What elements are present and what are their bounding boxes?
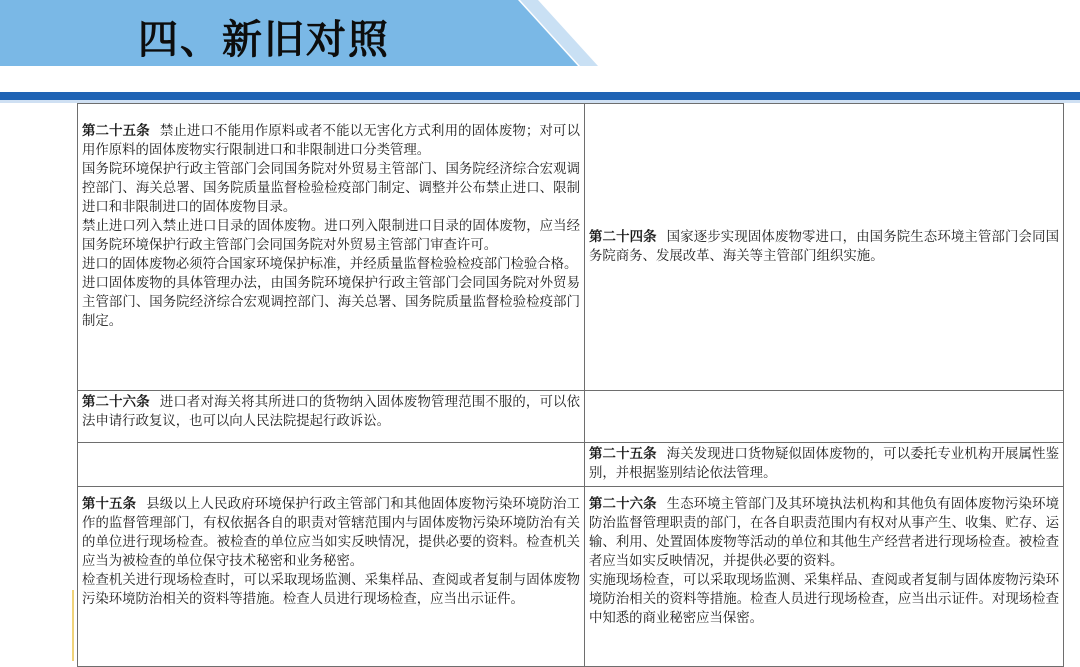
article-text: 海关发现进口货物疑似固体废物的，可以委托专业机构开展属性鉴别，并根据鉴别结论依法管理。 — [589, 447, 1060, 481]
page-title: 四、新旧对照 — [138, 17, 390, 63]
new-law-cell — [585, 104, 1064, 391]
article-text: 进口者对海关将其所进口的货物纳入固体废物管理范围不服的，可以依法申请行政复议，也可以向人民法院提起行政诉讼。 — [82, 395, 581, 429]
table-row — [78, 391, 1064, 443]
article-number: 第二十六条 — [589, 496, 657, 512]
article-text: 实施现场检查，可以采取现场监测、采集样品、查阅或者复制与固体废物污染环境防治相关的资料等措施。检查人员进行现场检查，应当出示证件。对现场检查中知悉的商业秘密应当保密。 — [589, 573, 1059, 626]
margin-accent — [72, 590, 74, 661]
article-text: 禁止进口列入禁止进口目录的固体废物。进口列入限制进口目录的固体废物，应当经国务院环境保护行政主管部门会同国务院对外贸易主管部门审查许可。 — [82, 219, 580, 253]
article-text: 进口的固体废物必须符合国家环境保护标准，并经质量监督检验检疫部门检验合格。 — [82, 257, 578, 272]
article-number: 第十五条 — [82, 496, 137, 512]
article-text: 国家逐步实现固体废物零进口，由国务院生态环境主管部门会同国务院商务、发展改革、海关等主管部门组织实施。 — [589, 229, 1060, 264]
article-text: 进口固体废物的具体管理办法，由国务院环境保护行政主管部门会同国务院对外贸易主管部门、国务院经济综合宏观调控部门、海关总署、国务院质量监督检验检疫部门制定。 — [82, 276, 580, 329]
comparison-table — [77, 103, 1064, 667]
article-text: 国务院环境保护行政主管部门会同国务院对外贸易主管部门、国务院经济综合宏观调控部门、海关总署、国务院质量监督检验检疫部门制定、调整并公布禁止进口、限制进口和非限制进口的固体废物目录。 — [82, 162, 580, 215]
header-rule — [0, 92, 1080, 100]
article-text: 县级以上人民政府环境保护行政主管部门和其他固体废物污染环境防治工作的监督管理部门，有权依据各自的职责对管辖范围内与固体废物污染环境防治有关的单位进行现场检查。被检查的单位应当如实反映情况，提供必要的资料。检查机关应当为被检查的单位保守技术秘密和业务秘密。 — [82, 497, 581, 569]
article-number: 第二十五条 — [82, 123, 150, 139]
title-banner — [0, 0, 1080, 100]
table-row — [78, 487, 1064, 667]
new-law-cell — [585, 443, 1064, 487]
new-law-cell — [585, 487, 1064, 667]
old-law-cell — [78, 104, 585, 391]
new-law-cell-empty — [585, 391, 1064, 443]
article-number: 第二十五条 — [589, 446, 657, 462]
article-text: 禁止进口不能用作原料或者不能以无害化方式利用的固体废物；对可以用作原料的固体废物实行限制进口和非限制进口分类管理。 — [82, 124, 581, 158]
old-law-cell — [78, 487, 585, 667]
article-text: 检查机关进行现场检查时，可以采取现场监测、采集样品、查阅或者复制与固体废物污染环境防治相关的资料等措施。检查人员进行现场检查，应当出示证件。 — [82, 573, 580, 607]
old-law-cell-empty — [78, 443, 585, 487]
old-law-cell — [78, 391, 585, 443]
article-number: 第二十六条 — [82, 394, 150, 410]
article-number: 第二十四条 — [589, 228, 657, 245]
article-text: 生态环境主管部门及其环境执法机构和其他负有固体废物污染环境防治监督管理职责的部门，在各自职责范围内有权对从事产生、收集、贮存、运输、利用、处置固体废物等活动的单位和其他生产经营者进行现场检查。被检查者应当如实反映情况，并提供必要的资料。 — [589, 497, 1060, 569]
table-row — [78, 104, 1064, 391]
table-row — [78, 443, 1064, 487]
